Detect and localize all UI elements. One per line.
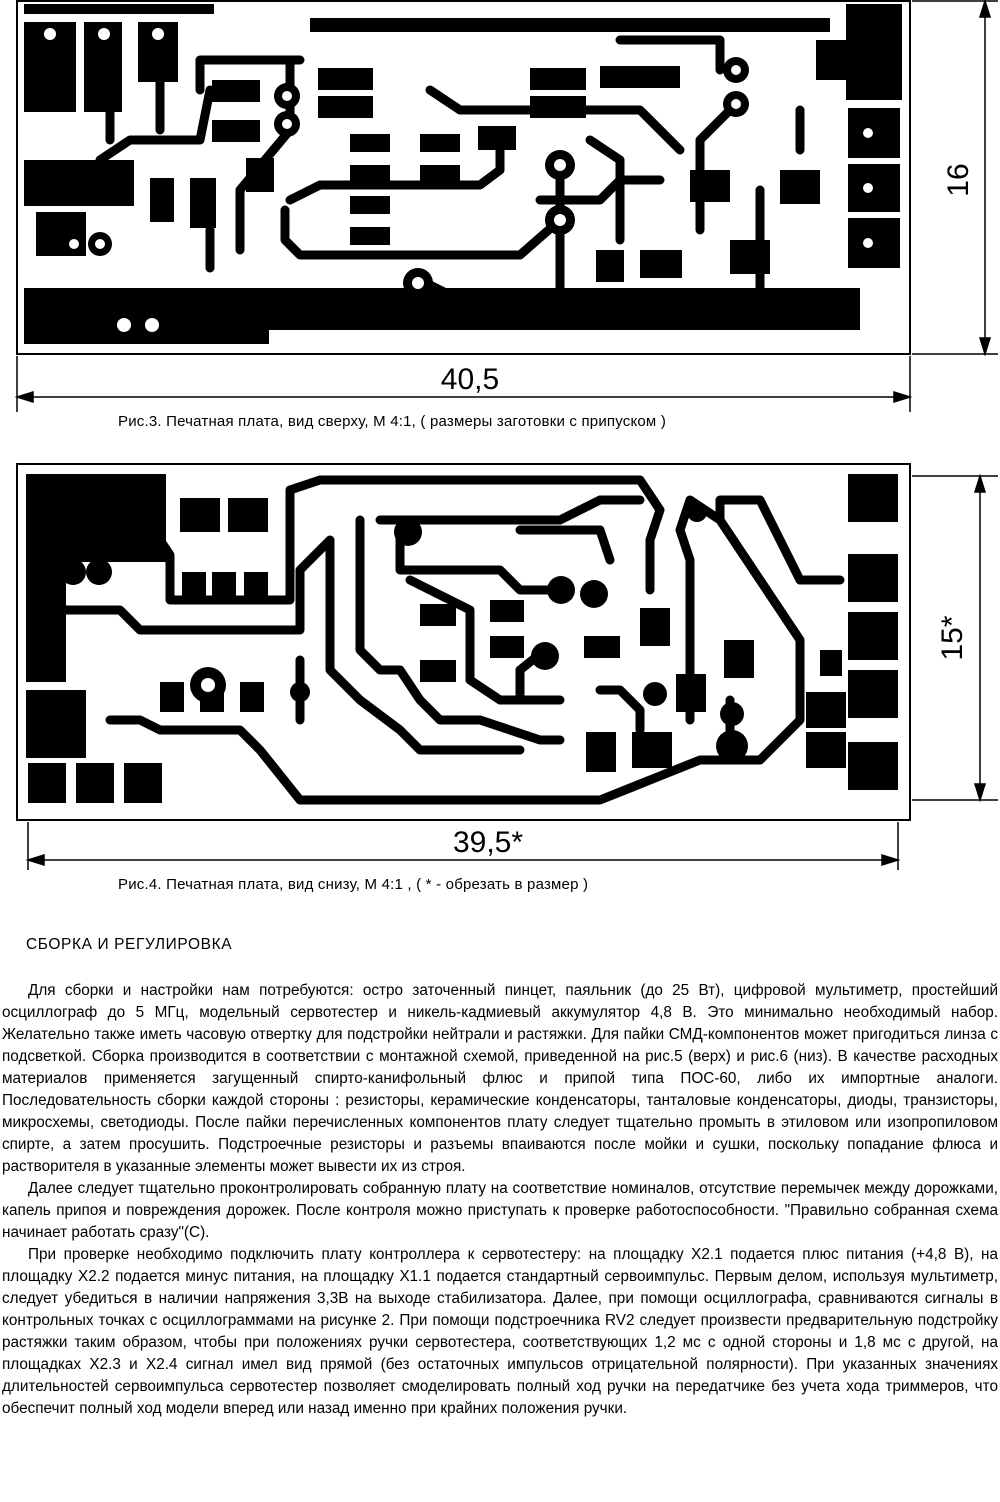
paragraph: Для сборки и настройки нам потребуются: остро заточенный пинцет, паяльник (до 25 Вт), цифровой мультиметр, простейший осциллограф до 5 МГц, модельный сервотестер и никель-кадмиевый аккумулятор 4,8 В. Это минимально необходимый набор. Желательно также иметь часовую отвертку для подстройки нейтрали и растяжки. Для пайки СМД-компонентов может пригодиться линза с подсветкой. Сборка производится в соответствии с монтажной схемой, приведенной на рис.5 (верх) и рис.6 (низ). В качестве расходных материалов применяется загущенный спирто-канифольный флюс и припой типа ПОС-60, либо их импортные аналоги. Последовательность сборки каждой стороны : резисторы, керамические конденсаторы, танталовые конденсаторы, диоды, транзисторы, микросхемы, светодиоды. После пайки перечисленных компонентов плату следует тщательно промыть в этиловом или изопропиловом спирте, а затем просушить. Подстроечные резисторы и разъемы впаиваются после мойки и сушки, поскольку попадание флюса и растворителя в указанные элементы может вывести их из строя. [2, 982, 998, 1175]
height-label-bottom: 15* [936, 615, 969, 661]
section-heading: СБОРКА И РЕГУЛИРОВКА [26, 936, 233, 953]
figure-pcb-bottom [0, 460, 1000, 880]
height-label-top: 16 [942, 163, 975, 197]
pcb-top-drawing [0, 0, 1000, 420]
figure-pcb-top [0, 0, 1000, 420]
width-label-bottom: 39,5* [452, 826, 524, 859]
pcb-bottom-drawing [0, 460, 1000, 880]
paragraph: Далее следует тщательно проконтролировать собранную плату на соответствие номиналов, отсутствие перемычек между дорожками, капель припоя и повреждения дорожек. После контроля можно приступать к проверке работоспособности. "Правильно собранная схема начинает работать сразу"(С). [2, 1180, 998, 1241]
figure-caption-bottom: Рис.4. Печатная плата, вид снизу, М 4:1 , ( * - обрезать в размер ) [118, 876, 589, 893]
paragraph: При проверке необходимо подключить плату контроллера к сервотестеру: на площадку Х2.1 подается плюс питания (+4,8 В), на площадку Х2.2 подается минус питания, на площадку Х1.1 подается стандартный сервоимпульс. Первым делом, используя мультиметр, следует убедиться в наличии напряжения 3,3В на выходе стабилизатора. Далее, при помощи осциллографа, сравниваются сигналы в контрольных точках с осциллограммами на рисунке 2. При помощи подстроечника RV2 следует произвести предварительную подстройку растяжки таким образом, чтобы при положениях ручки сервотестера, соответствующих 1,2 мс с одной стороны и 1,8 мс с другой, на площадках Х2.3 и Х2.4 сигнал имел вид прямой (без остаточных импульсов отрицательной полярности). При указанных значениях длительностей сервоимпульса сервотестер позволяет смоделировать полный ход ручки на передатчике без учета хода триммеров, что обеспечит полный ход модели вперед или назад именно при крайних положения ручки. [2, 1246, 998, 1417]
width-label-top: 40,5 [440, 363, 500, 396]
figure-caption-top: Рис.3. Печатная плата, вид сверху, М 4:1, ( размеры заготовки с припуском ) [118, 413, 667, 430]
article-body [2, 980, 998, 1420]
